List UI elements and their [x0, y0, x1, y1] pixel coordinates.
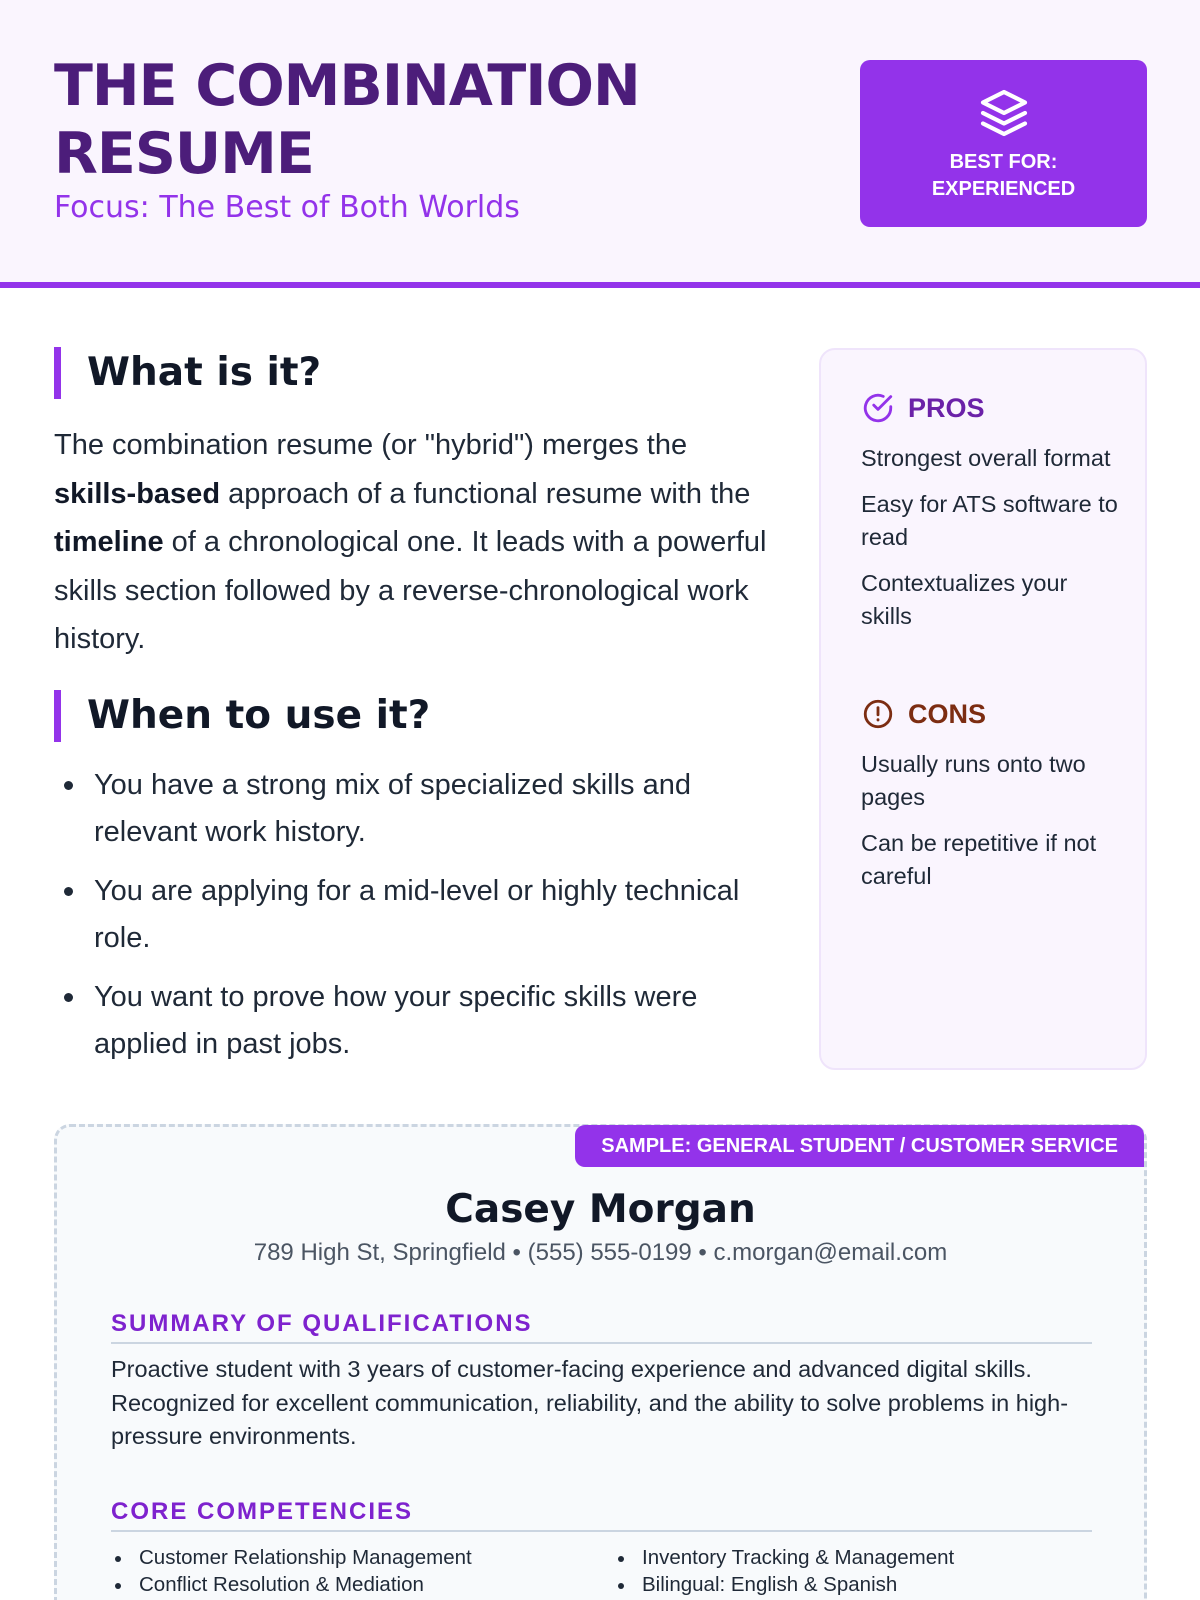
list-item — [54, 868, 774, 961]
bullet-icon — [64, 887, 73, 896]
intro-text-part: The combination resume (or "hybrid") merges the — [54, 429, 688, 461]
pros-list — [861, 442, 1121, 646]
best-for-badge — [860, 60, 1147, 227]
page-title: THE COMBINATION RESUME — [54, 53, 640, 187]
alert-circle-icon — [861, 697, 895, 731]
list-item — [111, 1572, 591, 1599]
pros-label: PROS — [908, 392, 985, 423]
list-item-text: You have a strong mix of specialized skills and relevant work history. — [94, 769, 691, 848]
summary-heading: SUMMARY OF QUALIFICATIONS — [111, 1310, 1092, 1344]
list-item: Usually runs onto two pages — [861, 751, 1086, 810]
header — [0, 0, 1200, 288]
page-subtitle: Focus: The Best of Both Worlds — [54, 190, 520, 225]
list-item-text: You want to prove how your specific skills were applied in past jobs. — [94, 981, 698, 1060]
cons-heading — [861, 697, 986, 731]
intro-text-part: of a chronological one. It leads with a powerful skills section followed by a reverse-chronological work history. — [54, 526, 767, 655]
core-competencies-heading: CORE COMPETENCIES — [111, 1498, 1092, 1532]
list-item: Contextualizes your skills — [861, 570, 1068, 629]
list-item-text: Customer Relationship Management — [139, 1546, 472, 1569]
when-to-use-list — [54, 762, 774, 1080]
bullet-icon — [115, 1583, 121, 1589]
list-item: Easy for ATS software to read — [861, 491, 1118, 550]
intro-text-part: approach of a functional resume with the — [220, 477, 751, 510]
list-item — [614, 1545, 1094, 1572]
bullet-icon — [64, 993, 73, 1002]
check-circle-icon — [861, 391, 895, 425]
when-to-use-heading: When to use it? — [54, 690, 430, 742]
list-item-text: Inventory Tracking & Management — [642, 1546, 955, 1569]
sample-resume — [54, 1124, 1147, 1600]
what-is-it-heading: What is it? — [54, 347, 321, 399]
badge-label-line1: BEST FOR: — [949, 150, 1058, 173]
sample-tag: SAMPLE: GENERAL STUDENT / CUSTOMER SERVICE — [575, 1125, 1144, 1167]
list-item — [111, 1545, 591, 1572]
list-item — [54, 974, 774, 1067]
list-item-text: Bilingual: English & Spanish — [642, 1572, 898, 1596]
bullet-icon — [618, 1583, 624, 1589]
bullet-icon — [618, 1556, 624, 1562]
list-item — [54, 762, 774, 855]
list-item: Can be repetitive if not careful — [861, 830, 1097, 889]
list-item-text: You are applying for a mid-level or highly technical role. — [94, 875, 740, 954]
pros-heading — [861, 391, 985, 425]
summary-text: Proactive student with 3 years of customer-facing experience and advanced digital skills. Recognized for excellent communication, reliability, and the ability to solve problems in high-pressure environments. — [111, 1356, 1069, 1449]
competencies-list-right — [614, 1545, 1094, 1598]
competencies-list-left — [111, 1545, 591, 1598]
list-item: Strongest overall format — [861, 445, 1111, 471]
pros-cons-card — [819, 348, 1147, 1070]
bullet-icon — [115, 1556, 121, 1562]
badge-label-line2: EXPERIENCED — [931, 177, 1076, 200]
bullet-icon — [64, 781, 73, 790]
cons-list — [861, 748, 1121, 906]
intro-emphasis-timeline: timeline — [54, 526, 164, 558]
what-is-it-text — [54, 421, 774, 664]
list-item — [614, 1572, 1094, 1599]
sample-contact: 789 High St, Springfield • (555) 555-0199 • c.morgan@email.com — [253, 1239, 948, 1266]
sample-name: Casey Morgan — [445, 1187, 756, 1232]
intro-emphasis-skills: skills-based — [54, 477, 221, 510]
list-item-text: Conflict Resolution & Mediation — [139, 1572, 424, 1596]
cons-label: CONS — [908, 698, 987, 729]
layers-icon — [976, 85, 1032, 141]
